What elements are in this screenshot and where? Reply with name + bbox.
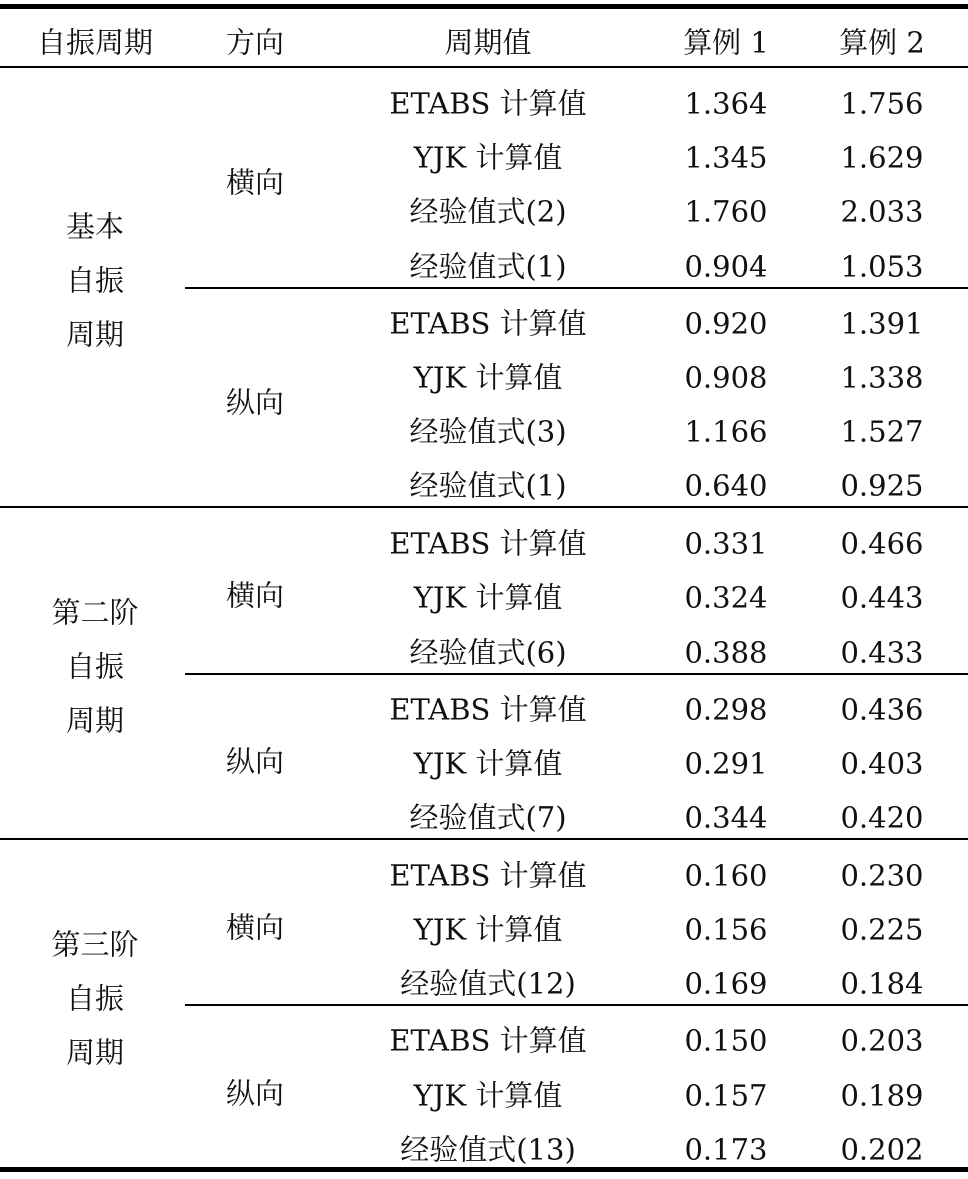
group-divider xyxy=(0,838,968,840)
case2-value: 1.053 xyxy=(840,249,924,284)
case2-value: 0.443 xyxy=(840,580,924,615)
period-label-line: 周期 xyxy=(65,703,125,738)
method-cell: ETABS 计算值 xyxy=(389,858,587,893)
period-label-line: 自振 xyxy=(65,981,125,1016)
case2-value: 0.403 xyxy=(840,746,924,781)
header-rule xyxy=(0,66,968,68)
case2-value: 0.433 xyxy=(840,635,924,670)
case1-value: 0.156 xyxy=(684,912,768,947)
case1-value: 0.169 xyxy=(684,966,768,1001)
direction-divider xyxy=(185,287,968,289)
header-cell: 周期值 xyxy=(444,25,532,60)
direction-divider xyxy=(185,1004,968,1006)
period-label-line: 周期 xyxy=(65,317,125,352)
case2-value: 0.184 xyxy=(840,966,924,1001)
method-cell: 经验值式(6) xyxy=(409,635,567,670)
method-cell: ETABS 计算值 xyxy=(389,692,587,727)
direction-label: 纵向 xyxy=(225,744,285,779)
header-cell: 自振周期 xyxy=(36,25,154,60)
case2-value: 1.756 xyxy=(840,86,924,121)
period-label-line: 基本 xyxy=(65,209,125,244)
case1-value: 0.324 xyxy=(684,580,768,615)
case1-value: 1.166 xyxy=(684,414,768,449)
case2-value: 1.338 xyxy=(840,360,924,395)
case2-value: 2.033 xyxy=(840,194,924,229)
case2-value: 1.391 xyxy=(840,306,924,341)
case2-value: 0.420 xyxy=(840,800,924,835)
period-label-line: 自振 xyxy=(65,649,125,684)
case1-value: 0.920 xyxy=(684,306,768,341)
case2-value: 0.225 xyxy=(840,912,924,947)
case2-value: 1.527 xyxy=(840,414,924,449)
header-cell: 方向 xyxy=(225,25,285,60)
case1-value: 1.760 xyxy=(684,194,768,229)
direction-label: 横向 xyxy=(225,910,285,945)
case2-value: 0.202 xyxy=(840,1132,924,1167)
method-cell: 经验值式(3) xyxy=(409,414,567,449)
case1-value: 0.298 xyxy=(684,692,768,727)
direction-label: 纵向 xyxy=(225,385,285,420)
header-cell: 算例 2 xyxy=(839,25,925,60)
case1-value: 0.388 xyxy=(684,635,768,670)
case1-value: 0.160 xyxy=(684,858,768,893)
method-cell: ETABS 计算值 xyxy=(389,526,587,561)
period-label-line: 第二阶 xyxy=(51,595,139,630)
direction-label: 横向 xyxy=(225,165,285,200)
period-label-line: 第三阶 xyxy=(51,927,139,962)
case1-value: 0.904 xyxy=(684,249,768,284)
case1-value: 1.364 xyxy=(684,86,768,121)
method-cell: 经验值式(1) xyxy=(409,249,567,284)
method-cell: 经验值式(2) xyxy=(409,194,567,229)
method-cell: 经验值式(7) xyxy=(409,800,567,835)
method-cell: YJK 计算值 xyxy=(413,746,563,781)
case2-value: 0.189 xyxy=(840,1078,924,1113)
method-cell: YJK 计算值 xyxy=(413,912,563,947)
method-cell: 经验值式(12) xyxy=(400,966,576,1001)
case2-value: 1.629 xyxy=(840,140,924,175)
case1-value: 0.157 xyxy=(684,1078,768,1113)
method-cell: ETABS 计算值 xyxy=(389,1023,587,1058)
case1-value: 0.173 xyxy=(684,1132,768,1167)
method-cell: 经验值式(13) xyxy=(400,1132,576,1167)
case1-value: 0.908 xyxy=(684,360,768,395)
period-label-line: 自振 xyxy=(65,263,125,298)
case2-value: 0.925 xyxy=(840,468,924,503)
method-cell: 经验值式(1) xyxy=(409,468,567,503)
bottom-rule xyxy=(0,1167,968,1172)
case1-value: 0.150 xyxy=(684,1023,768,1058)
method-cell: ETABS 计算值 xyxy=(389,86,587,121)
direction-divider xyxy=(185,673,968,675)
case2-value: 0.466 xyxy=(840,526,924,561)
case2-value: 0.436 xyxy=(840,692,924,727)
top-rule xyxy=(0,4,968,9)
method-cell: YJK 计算值 xyxy=(413,1078,563,1113)
period-label-line: 周期 xyxy=(65,1035,125,1070)
method-cell: YJK 计算值 xyxy=(413,140,563,175)
method-cell: YJK 计算值 xyxy=(413,360,563,395)
case1-value: 1.345 xyxy=(684,140,768,175)
case2-value: 0.230 xyxy=(840,858,924,893)
case2-value: 0.203 xyxy=(840,1023,924,1058)
method-cell: ETABS 计算值 xyxy=(389,306,587,341)
case1-value: 0.331 xyxy=(684,526,768,561)
header-cell: 算例 1 xyxy=(683,25,769,60)
method-cell: YJK 计算值 xyxy=(413,580,563,615)
direction-label: 横向 xyxy=(225,578,285,613)
group-divider xyxy=(0,506,968,508)
case1-value: 0.291 xyxy=(684,746,768,781)
case1-value: 0.344 xyxy=(684,800,768,835)
case1-value: 0.640 xyxy=(684,468,768,503)
direction-label: 纵向 xyxy=(225,1076,285,1111)
